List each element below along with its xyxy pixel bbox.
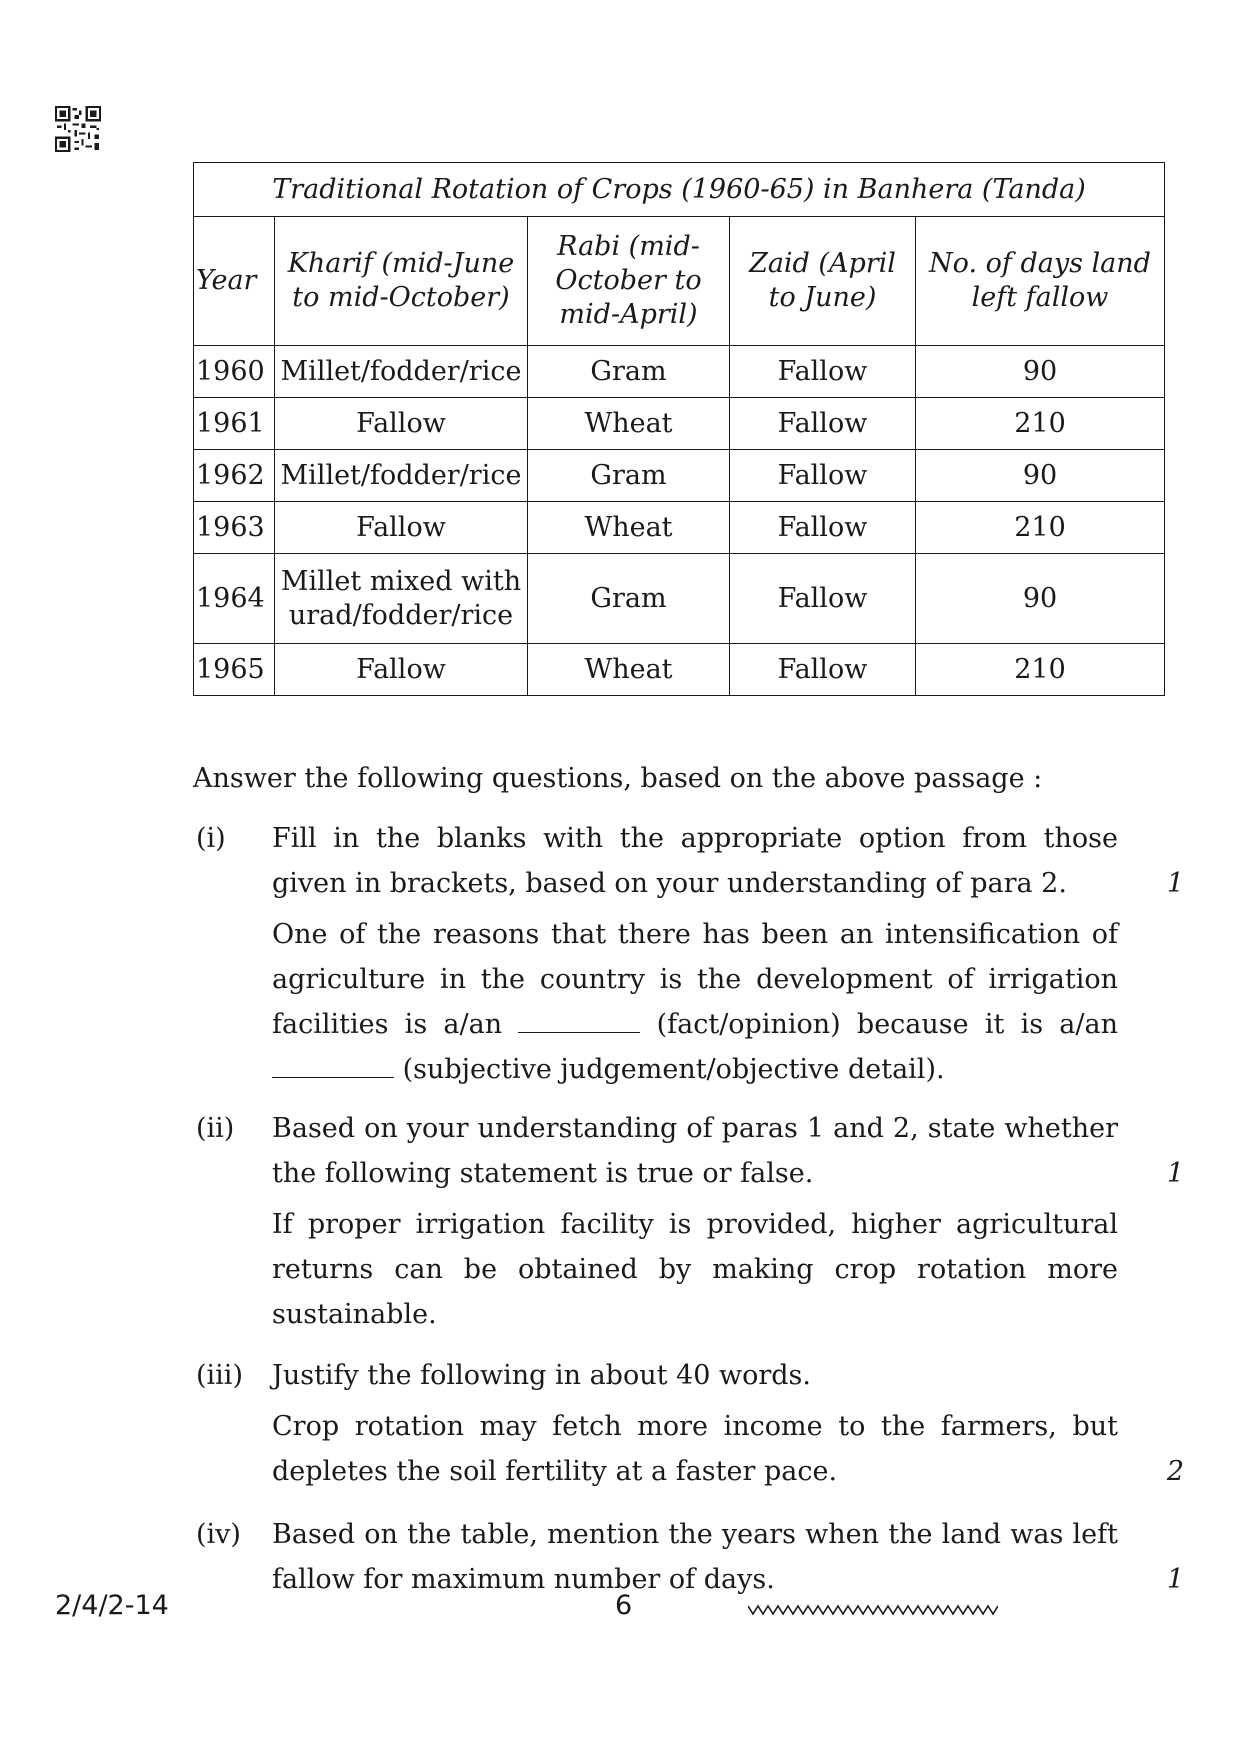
table-row (194, 398, 1165, 450)
cell-kharif: Fallow (275, 502, 528, 554)
question-1 (272, 816, 1118, 1092)
cell-year: 1964 (194, 554, 275, 644)
table-caption: Traditional Rotation of Crops (1960-65) in Banhera (Tanda) (194, 163, 1165, 217)
questions-intro: Answer the following questions, based on the above passage : (193, 763, 1043, 794)
answer-blank (518, 1010, 640, 1033)
header-zaid: Zaid (April to June) (730, 217, 916, 346)
question-marks: 1 (1166, 1564, 1184, 1595)
cell-year: 1965 (194, 644, 275, 696)
question-4 (272, 1512, 1118, 1602)
question-prompt: Justify the following in about 40 words. (272, 1360, 811, 1391)
cell-rabi: Wheat (528, 644, 730, 696)
question-prompt: Based on the table, mention the years when the land was left fallow for maximum number of days. (272, 1519, 1118, 1595)
cell-year: 1963 (194, 502, 275, 554)
answer-blank (272, 1055, 394, 1078)
table-row (194, 554, 1165, 644)
question-prompt: Based on your understanding of paras 1 and 2, state whether the following statement is true or false. (272, 1113, 1118, 1189)
cell-zaid: Fallow (730, 346, 916, 398)
table-row (194, 450, 1165, 502)
cell-year: 1962 (194, 450, 275, 502)
cell-zaid: Fallow (730, 502, 916, 554)
paper-code: 2/4/2-14 (55, 1590, 169, 1621)
cell-kharif: Millet mixed with urad/fodder/rice (275, 554, 528, 644)
cell-zaid: Fallow (730, 554, 916, 644)
question-number: (ii) (196, 1113, 235, 1144)
cell-rabi: Gram (528, 554, 730, 644)
cell-kharif: Millet/fodder/rice (275, 346, 528, 398)
cell-days: 210 (916, 398, 1165, 450)
cell-year: 1961 (194, 398, 275, 450)
cell-days: 210 (916, 502, 1165, 554)
header-kharif: Kharif (mid-June to mid-October) (275, 217, 528, 346)
page-number: 6 (615, 1590, 633, 1621)
question-number: (iv) (196, 1519, 241, 1550)
question-statement: If proper irrigation facility is provided, higher agricultural returns can be obtained by making crop rotation more sustainable. (272, 1209, 1118, 1330)
question-number: (iii) (196, 1360, 243, 1391)
header-rabi: Rabi (mid- October to mid-April) (528, 217, 730, 346)
cell-zaid: Fallow (730, 450, 916, 502)
cell-zaid: Fallow (730, 398, 916, 450)
question-statement: Crop rotation may fetch more income to the farmers, but depletes the soil fertility at a faster pace. (272, 1411, 1118, 1487)
header-year: Year (194, 217, 275, 346)
crop-rotation-table (193, 162, 1165, 696)
question-marks: 1 (1166, 1158, 1184, 1189)
table-row (194, 346, 1165, 398)
cell-zaid: Fallow (730, 644, 916, 696)
cell-rabi: Wheat (528, 398, 730, 450)
qr-code-icon (55, 106, 101, 152)
question-marks: 2 (1166, 1456, 1184, 1487)
table-row (194, 644, 1165, 696)
table-row (194, 502, 1165, 554)
cell-days: 210 (916, 644, 1165, 696)
cell-kharif: Fallow (275, 398, 528, 450)
cell-rabi: Wheat (528, 502, 730, 554)
cell-kharif: Fallow (275, 644, 528, 696)
question-prompt: Fill in the blanks with the appropriate option from those given in brackets, based on your understanding of para 2. (272, 823, 1118, 899)
question-marks: 1 (1166, 868, 1184, 899)
question-fill-text: One of the reasons that there has been an intensification of agriculture in the country is the development of irrigation facilities is a/an (fact/opinion) because it is a/an (subjective judgement/objective detail). (272, 919, 1118, 1085)
question-number: (i) (196, 823, 226, 854)
header-fallow-days: No. of days land left fallow (916, 217, 1165, 346)
question-3 (272, 1353, 1118, 1494)
cell-days: 90 (916, 554, 1165, 644)
cell-year: 1960 (194, 346, 275, 398)
cell-days: 90 (916, 450, 1165, 502)
cell-rabi: Gram (528, 450, 730, 502)
cell-rabi: Gram (528, 346, 730, 398)
question-2 (272, 1106, 1118, 1337)
squiggle-line-icon (748, 1600, 998, 1620)
cell-days: 90 (916, 346, 1165, 398)
cell-kharif: Millet/fodder/rice (275, 450, 528, 502)
